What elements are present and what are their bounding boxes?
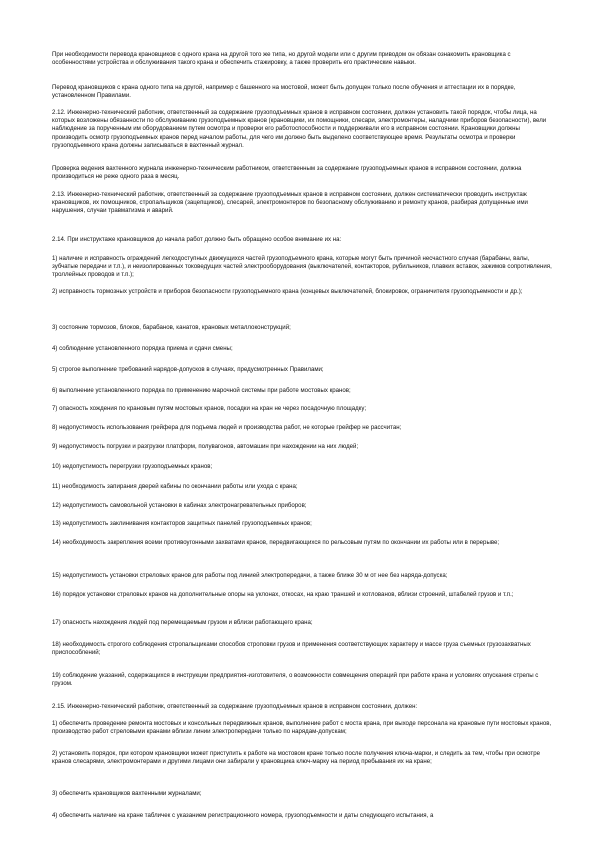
- paragraph-crane-operator-transfer: При необходимости перевода крановщиков с одного крана на другой того же типа, но другой модели или с другим приводом он обязан ознакомить крановщика с особенностями устройства и обслуживания такого крана и обеспечить стажировку, а также проверить его практические навыки.: [52, 51, 511, 67]
- list-item-18: 18) необходимость строгого соблюдения стропальщиками способов строповки грузов и применения соответствующих характеру и массе груза съемных грузозахватных приспособлений;: [52, 641, 531, 657]
- paragraph-crane-type-change: Перевод крановщиков с крана одного типа на другой, например с башенного на мостовой, может быть допущен только после обучения и аттестации их в порядке, установленном Правилами.: [52, 84, 516, 100]
- list-item-9: 9) недопустимость погрузки и разгрузки платформ, полувагонов, автомашин при нахождении на них людей;: [52, 443, 359, 450]
- paragraph-section-2-13: 2.13. Инженерно-технический работник, ответственный за содержание грузоподъемных кранов в исправном состоянии, должен систематически проводить инструктаж крановщиков, их помощников, стропальщиков (зацепщиков), слесарей, электромонтеров по безопасному обслуживанию и ремонту кранов, разбирая допущенные ими нарушения, случаи травматизма и аварий.: [52, 191, 528, 215]
- list-item-17: 17) опасность нахождения людей под перемещаемым грузом и вблизи работающего крана;: [52, 619, 313, 626]
- list-item-15: 15) недопустимость установки стреловых кранов для работы под линией электропередачи, а также ближе 30 м от нее без наряда-допуска;: [52, 572, 448, 579]
- list-item-19: 19) соблюдение указаний, содержащихся в инструкции предприятия-изготовителя, о возможности совмещения операций при работе крана и условиях опускания стрелы с грузом.: [52, 672, 539, 688]
- paragraph-section-2-12: 2.12. Инженерно-технический работник, ответственный за содержание грузоподъемных кранов в исправном состоянии, должен установить такой порядок, чтобы лица, на которых возложены обязанности по обслуживанию грузоподъемных кранов (крановщики, их помощники, слесари, электромонтеры, наладчики приборов безопасности), вели наблюдение за порученным им оборудованием путем осмотра и проверки его работоспособности и поддерживали его в исправном состоянии. Крановщики должны производить осмотр грузоподъемных кранов перед началом работы, для чего им должно быть выделено соответствующее время. Результаты осмотра и проверки грузоподъемного крана должны записываться в вахтенный журнал.: [52, 109, 547, 149]
- list-item-1: 1) наличие и исправность ограждений легкодоступных движущихся частей грузоподъемного крана, которые могут быть причиной несчастного случая (барабаны, валы, зубчатые передачи и т.п.), и неизолированных токоведущих частей электрооборудования (выключателей, контакторов, рубильников, плавких вставок, зажимов сопротивления, троллейных проводов и т.п.);: [52, 255, 552, 279]
- list-item-7: 7) опасность хождения по крановым путям мостовых кранов, посадки на кран не через посадочную площадку;: [52, 405, 367, 412]
- duty-item-4: 4) обеспечить наличие на кране табличек с указанием регистрационного номера, грузоподъемности и даты следующего испытания, а: [52, 812, 434, 819]
- list-item-11: 11) необходимость запирания дверей кабины по окончании работы или ухода с крана;: [52, 483, 298, 490]
- list-item-14: 14) необходимость закрепления всеми противоугонными захватами кранов, передвигающихся по рельсовым путям по окончании их работы или в перерыве;: [52, 539, 500, 546]
- paragraph-section-2-14: 2.14. При инструктаже крановщиков до начала работ должно быть обращено особое внимание их на:: [52, 236, 342, 243]
- list-item-6: 6) выполнение установленного порядка по применению марочной системы при работе мостовых кранов;: [52, 387, 351, 394]
- paragraph-section-2-15: 2.15. Инженерно-технический работник, ответственный за содержание грузоподъемных кранов в исправном состоянии, должен:: [52, 703, 418, 710]
- list-item-8: 8) недопустимость использования грейфера для подъема людей и производства работ, не которые грейфер не рассчитан;: [52, 424, 402, 431]
- list-item-13: 13) недопустимость заклинивания контакторов защитных панелей грузоподъемных кранов;: [52, 520, 312, 527]
- paragraph-log-check: Проверка ведения вахтенного журнала инженерно-техническим работником, ответственным за содержание грузоподъемных кранов в исправном состоянии, должна производиться не реже одного раза в месяц.: [52, 165, 522, 181]
- list-item-3: 3) состояние тормозов, блоков, барабанов, канатов, крановых металлоконструкций;: [52, 324, 291, 331]
- list-item-5: 5) строгое выполнение требований нарядов-допусков в случаях, предусмотренных Правилами;: [52, 366, 324, 373]
- list-item-4: 4) соблюдение установленного порядка приема и сдачи смены;: [52, 345, 233, 352]
- list-item-10: 10) недопустимость перегрузки грузоподъемных кранов;: [52, 463, 213, 470]
- duty-item-3: 3) обеспечить крановщиков вахтенными журналами;: [52, 790, 202, 797]
- list-item-16: 16) порядок установки стреловых кранов на дополнительные опоры на уклонах, откосах, на краю траншей и котлованов, вблизи строений, штабелей грузов и т.п.;: [52, 591, 514, 598]
- duty-item-2: 2) установить порядок, при котором крановщики может приступить к работе на мостовом кране только после получения ключа-марки, и следить за тем, чтобы при осмотре кранов слесарями, электромонтерами и другими лицами они забирали у крановщика ключ-марку на период пребывания их на кране;: [52, 750, 540, 766]
- list-item-2: 2) исправность тормозных устройств и приборов безопасности грузоподъемного крана (концевых выключателей, блокировок, ограничителя грузоподъемности и др.);: [52, 288, 523, 295]
- duty-item-1: 1) обеспечить проведение ремонта мостовых и консольных передвижных кранов, выполнение работ с моста крана, при выходе персонала на крановые пути мостовых кранов, производство работ стреловыми кранами вблизи линии электропередачи только по нарядам-допускам;: [52, 720, 552, 736]
- list-item-12: 12) недопустимость самовольной установки в кабинах электронагревательных приборов;: [52, 502, 307, 509]
